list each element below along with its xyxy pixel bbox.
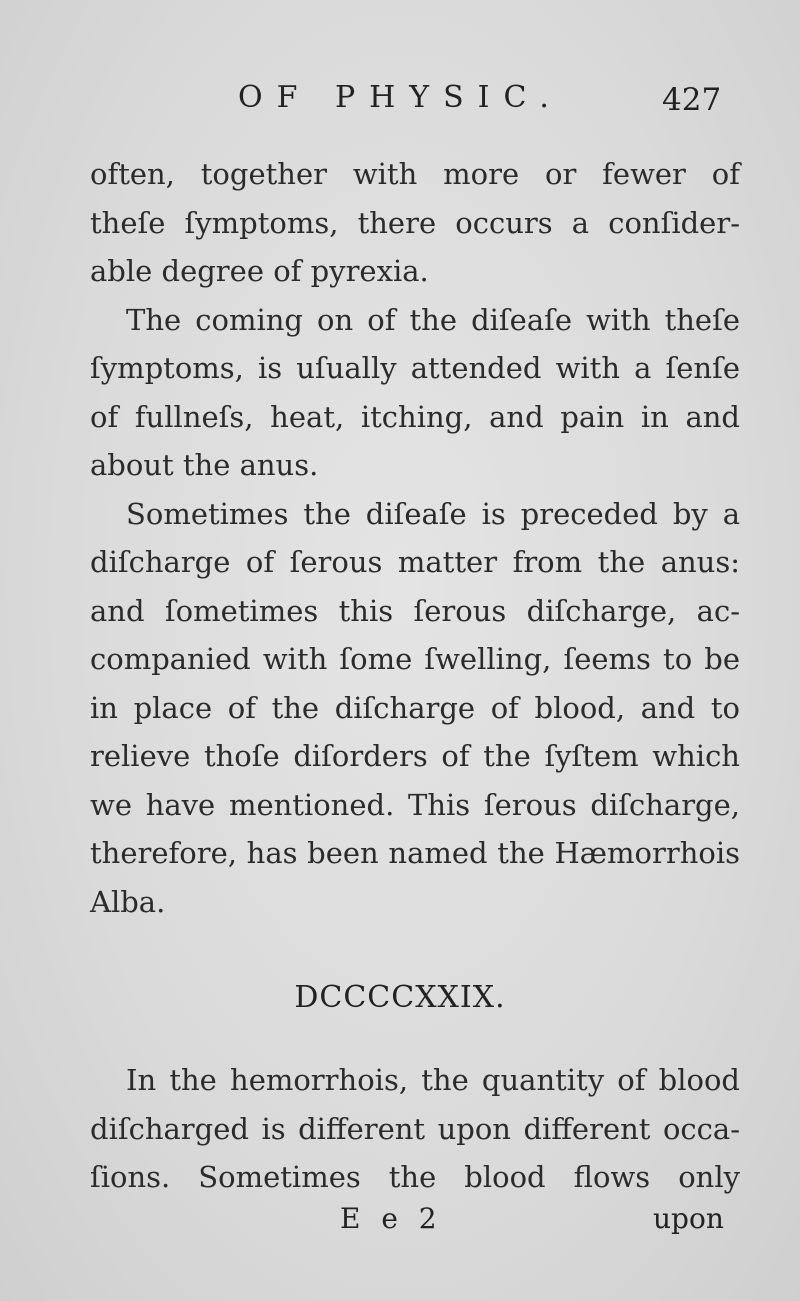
page-number: 427 <box>662 82 722 118</box>
text-line: companied with ſome ſwelling, ſeems to be <box>90 642 740 676</box>
text-line: and ſometimes this ſerous diſcharge, ac- <box>90 593 740 628</box>
catchword: upon <box>653 1202 724 1235</box>
text-line: in place of the diſcharge of blood, and to <box>90 690 740 725</box>
text-line: In the hemorrhois, the quantity of blood <box>126 1063 740 1097</box>
text-line: diſcharge of ſerous matter from the anus: <box>90 545 740 579</box>
text-line: theſe ſymptoms, there occurs a conſider- <box>90 205 740 240</box>
section-numeral: DCCCCXXIX. <box>294 980 506 1015</box>
text-line: often, together with more or fewer of <box>90 157 740 191</box>
running-title: OF PHYSIC. <box>238 80 563 115</box>
text-line: diſcharged is different upon different occa- <box>90 1111 740 1146</box>
text-line: relieve thoſe diſorders of the ſyſtem which <box>90 739 740 773</box>
text-line: Alba. <box>90 884 166 919</box>
body-text <box>90 150 740 926</box>
text-line: able degree of pyrexia. <box>90 254 429 288</box>
text-line: therefore, has been named the Hæmorrhois <box>90 836 740 870</box>
text-line: of fullneſs, heat, itching, and pain in and <box>90 399 740 434</box>
text-line: ſions. Sometimes the blood flows only <box>90 1160 740 1194</box>
text-line: The coming on of the diſeaſe with theſe <box>126 302 740 337</box>
text-line: about the anus. <box>90 448 319 482</box>
text-line: Sometimes the diſeaſe is preceded by a <box>126 496 740 531</box>
section-body-text <box>90 1056 740 1202</box>
text-line: we have mentioned. This ſerous diſcharge, <box>90 787 740 822</box>
text-line: ſymptoms, is uſually attended with a ſenſe <box>90 351 740 385</box>
signature-mark: E e 2 <box>340 1202 443 1235</box>
